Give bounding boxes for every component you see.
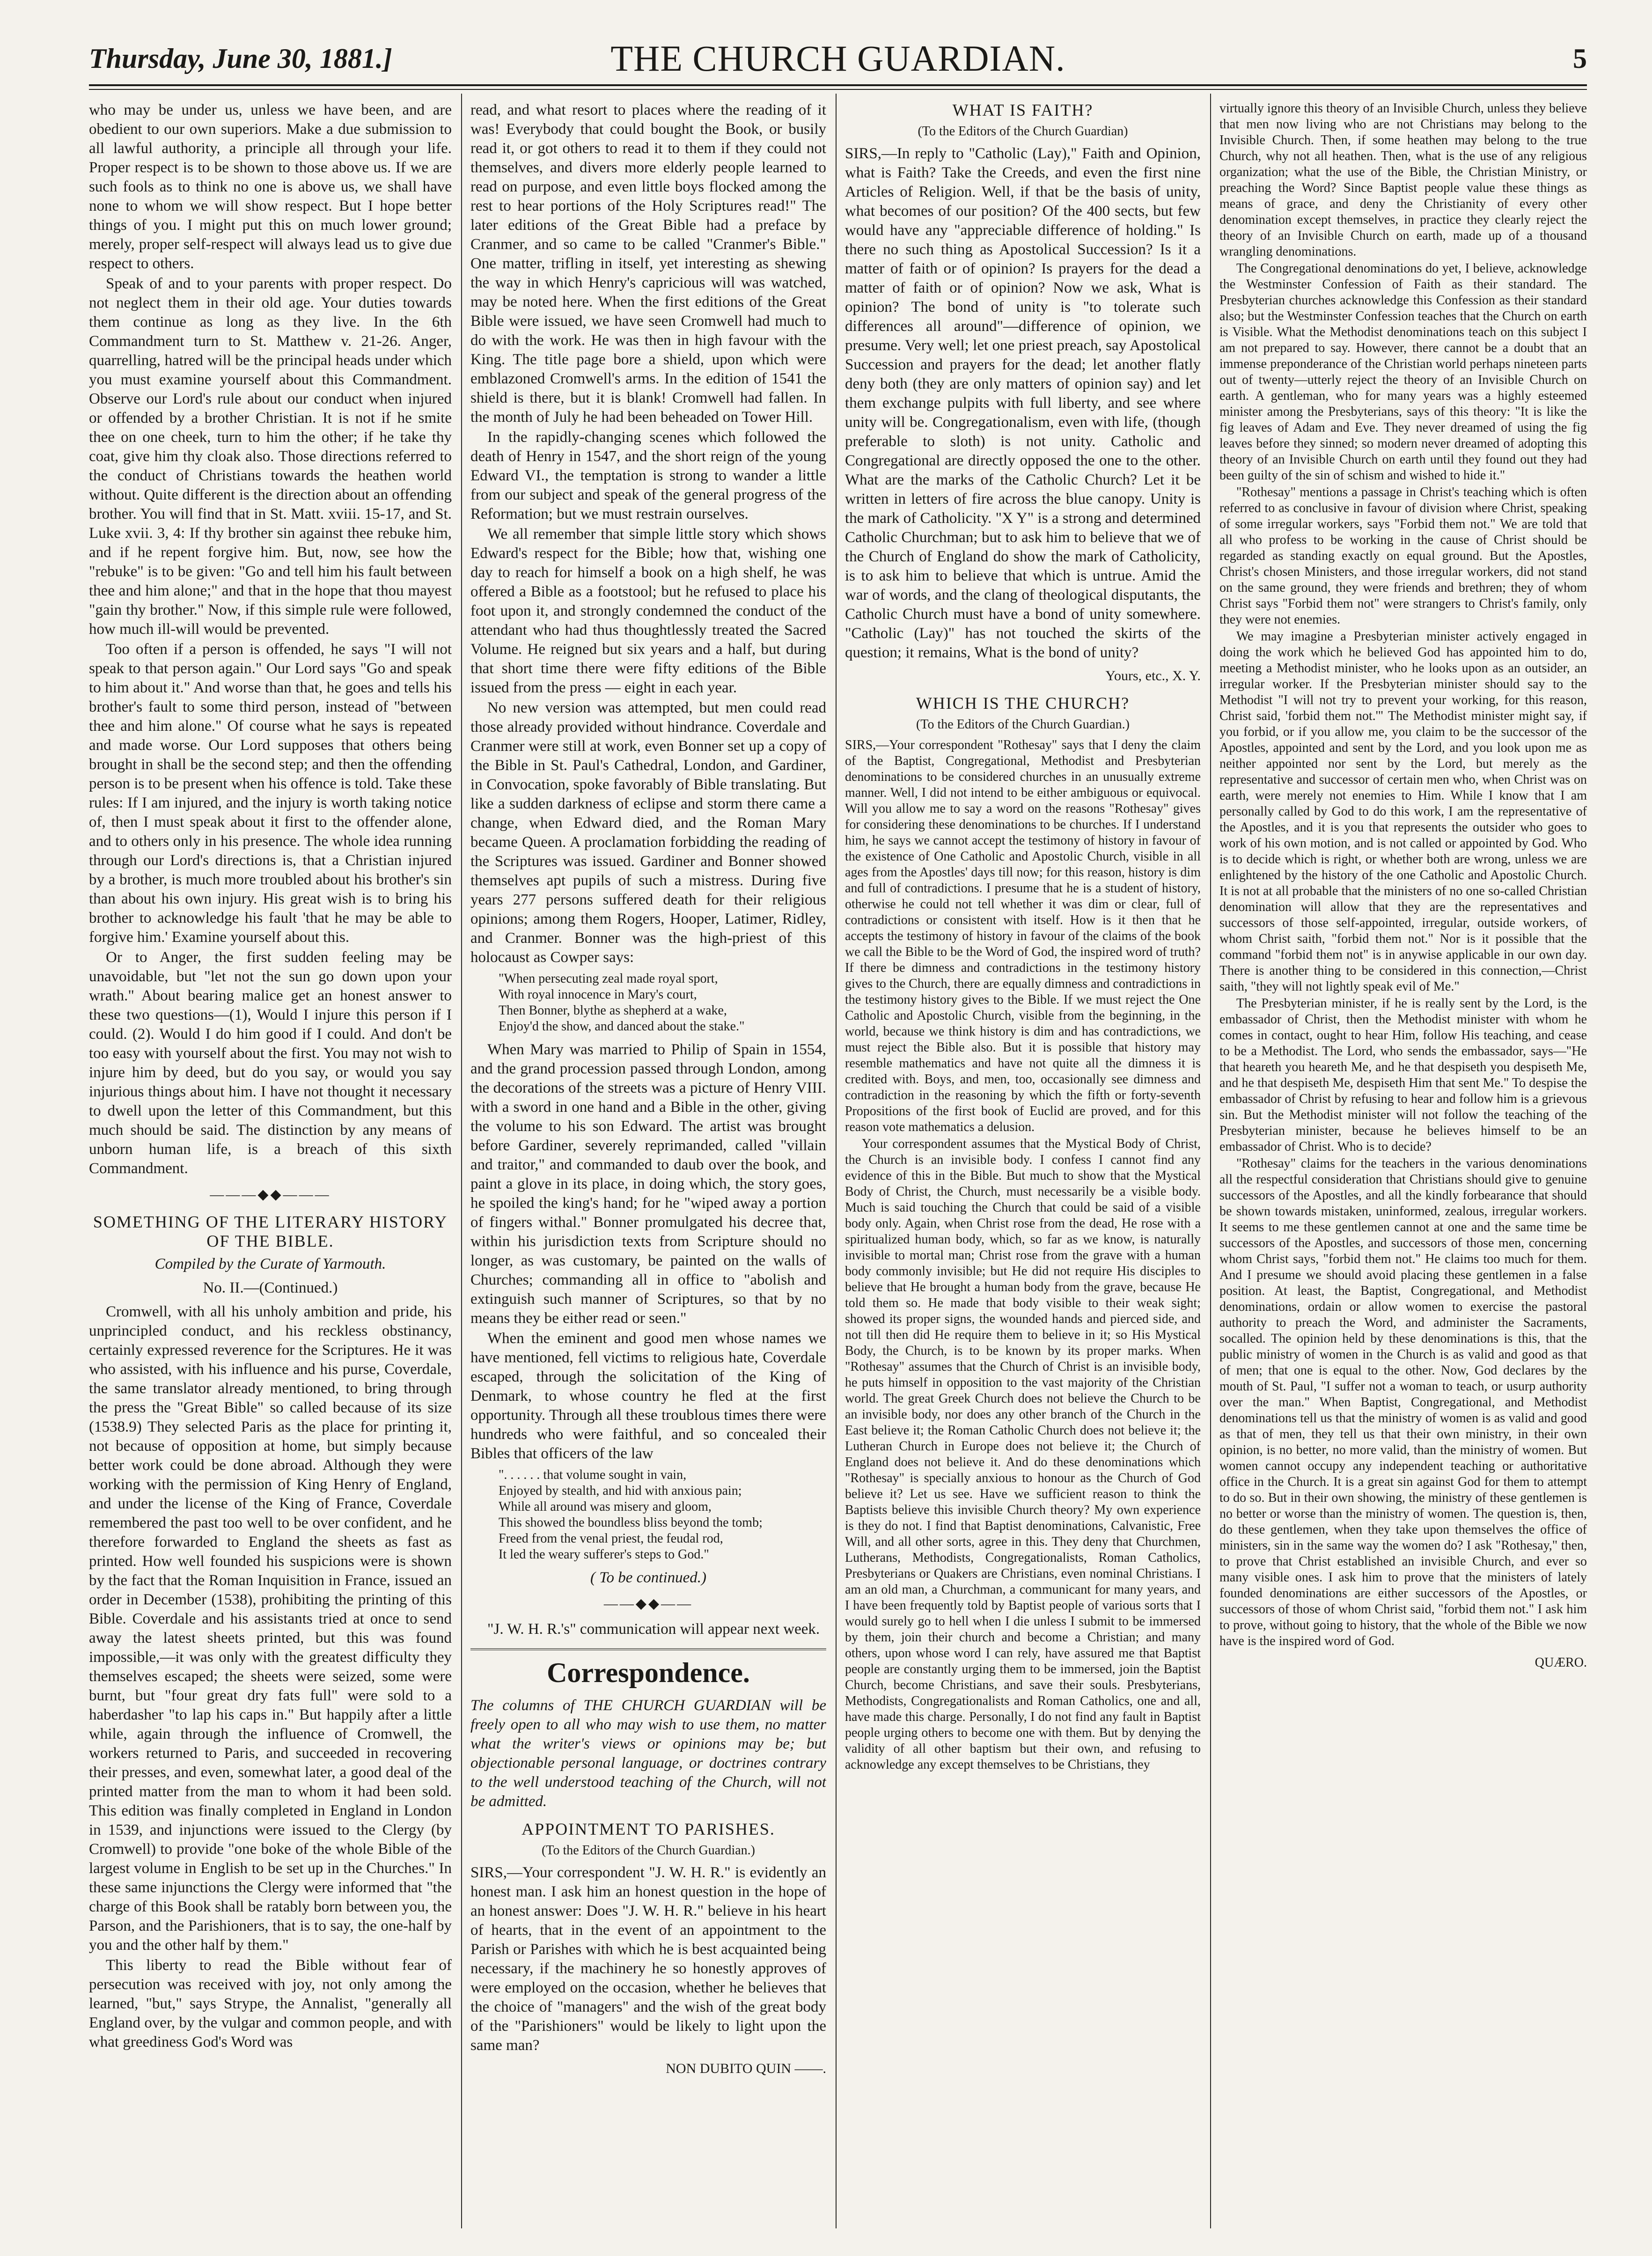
correspondence-heading: Correspondence. bbox=[470, 1648, 826, 1690]
newspaper-title: THE CHURCH GUARDIAN. bbox=[610, 38, 1065, 79]
letter-body: The Presbyterian minister, if he is really sent by the Lord, is the embassador of Christ, then the Methodist minister with whom he comes in contact, ought to hear Him, follow His teaching, and cease to be a Methodist. The Lord, who sends the embassador, says—"He that heareth you heareth Me, and he that despiseth you despiseth Me, and he that despiseth Me, despiseth Him that sent Me." To despise the embassador of Christ by refusing to hear and follow him is a grievous sin. But the Methodist minister will not follow the teaching of the Presbyterian minister, because he believes himself to be an embassador of Christ. Who is to decide? bbox=[1219, 996, 1587, 1154]
editorial-note: "J. W. H. R.'s" communication will appear next week. bbox=[487, 1621, 820, 1638]
section-ornament: ——◆◆—— bbox=[603, 1596, 693, 1611]
issue-date: Thursday, June 30, 1881.] bbox=[89, 43, 392, 74]
article-paragraph: Or to Anger, the first sudden feeling may be unavoidable, but "let not the sun go down upon your wrath." About bearing malice get an honest answer to these two questions—(1), Would I injure this person if I could. (2). Would I do him good if I could. And don't be too easy with yourself about the first. You may not wish to injure him by deed, but do you say, or would you say injurious things about him. I have not thought it necessary to dwell upon the letter of this Commandment, but this much should be said. The distinction by any means of unborn human life, is a breach of this sixth Commandment. bbox=[89, 949, 452, 1177]
column-4 bbox=[1219, 101, 1587, 2235]
letter-heading: APPOINTMENT TO PARISHES. bbox=[521, 1820, 775, 1838]
article-paragraph: Speak of and to your parents with proper respect. Do not neglect them in their old age. Your duties towards them continue as long as they live. In the 6th Commandment turn to St. Matthew v. 21-26. Anger, quarrelling, hatred will be the principal heads under which you must examine yourself about this Commandment. Observe our Lord's rule about our conduct when injured or offended by a brother Christian. It is not if he smite thee on one cheek, turn to him the other; if he take thy coat, give him thy cloak also. Those directions referred to the conduct of Christians towards the heathen world without. Quite different is the direction about an offending brother. You will find that in St. Matt. xviii. 15-17, and St. Luke xvii. 3, 4: If thy brother sin against thee rebuke him, and if he repent forgive him. But, now, see how the "rebuke" is to be given: "Go and tell him his fault between thee and him alone;" and that in the hope that thou mayest "gain thy brother." Now, if this simple rule were followed, how much ill-will would be prevented. bbox=[89, 275, 452, 638]
letter-heading: WHICH IS THE CHURCH? bbox=[916, 694, 1130, 713]
article-paragraph: In the rapidly-changing scenes which followed the death of Henry in 1547, and the short reign of the young Edward VI., the temptation is strong to wander a little from our subject and speak of the general progress of the Reformation; but we must restrain ourselves. bbox=[470, 429, 826, 522]
section-ornament: ———◆◆——— bbox=[210, 1187, 331, 1202]
letter-body: Your correspondent assumes that the Mystical Body of Christ, the Church is an invisible body. I confess I cannot find any evidence of this in the Bible. But much to show that the Mystical Body of Christ, the Church, must necessarily be a visible body. Much is said touching the Church that could be said of a visible body only. Again, when Christ rose from the dead, He rose with a spiritualized human body, which, so far as we know, is naturally invisible to mortal man; Christ rose from the grave with a human body commonly invisible; but He did not require His disciples to believe that He brought a human body from the grave, because He told them so. He made that body visible to their weak sight; showed its proper signs, the wounded hands and pierced side, and not till then did He require them to believe in it; so His Mystical Body, the Church, is to be known by its proper marks. When "Rothesay" assumes that the Church of Christ is an invisible body, he puts himself in opposition to the vast majority of the Christian world. The great Greek Church does not believe the Church to be an invisible body, nor does any other branch of the Church in the East believe it; the Roman Catholic Church does not believe it; the Lutheran Church in Europe does not believe it; the Church of England does not believe it. And do these denominations which "Rothesay" is specially anxious to honour as the Church of God believe it? Let us see. Have we sufficient reason to think the Baptists believe this invisible Church theory? My own experience is they do not. I find that Baptist denominations, Calvanistic, Free Will, and all other sorts, agree in this. They deny that Churchmen, Lutherans, Methodists, Congregationalists, Roman Catholics, Presbyterians or Quakers are Christians, even nominal Christians. I am an old man, a Churchman, a communicant for many years, and I have been frequently told by Baptist people of various sorts that I would surely go to hell when I die unless I submit to be immersed by them, join their church and become a Christian; and many others, upon whose word I can rely, have assured me that Baptist people are constantly urging them to be immersed, join the Baptist Church, become Christians, and save their souls. Presbyterians, Methodists, Congregationalists and Roman Catholics, one and all, have made this charge. Personally, I do not find any fault in Baptist people urging others to become one with them. But by denying the validity of all other baptism but their own, and refusing to acknowledge any except themselves to be Christians, they bbox=[845, 1137, 1201, 1772]
letter-body: "Rothesay" claims for the teachers in the various denominations all the respectful consideration that Christians should give to genuine successors of the Apostles, and all the kindly forbearance that should be shown towards mistaken, uninformed, zealous, irregular workers. It seems to me these gentlemen cannot at one and the same time be successors of the Apostles, and successors of those men, concerning whom Christ says, "forbid them not." He claims too much for them. And I presume we should avoid placing these gentlemen in a false position. At least, the Baptist, Congregational, and Methodist denominations, ordain or allow women to exercise the pastoral authority to preach the Word, and administer the Sacraments, socalled. The opinion held by these denominations is this, that the public ministry of women in the Church is as valid and good as that of men; that one is equal to the other. Now, God declares by the mouth of St. Paul, "I suffer not a woman to teach, or usurp authority over the man." When Baptist, Congregational, and Methodist denominations tell us that the ministry of women is as valid and good as that of men, they tell us that their own ministry, in their own opinion, is no better, no more valid, than the ministry of women. But women cannot occupy any independent teaching or authoritative office in the Church. It is a great sin against God for them to attempt to do so. But in their own showing, the ministry of these gentlemen is no better or worse than the ministry of women. The question is, then, do these gentlemen, when they take upon themselves the office of ministers, sin in the same way the women do? I ask "Rothesay," then, to prove that Christ established an invisible Church, and ever so many visible ones. I ask him to prove that the ministers of lately founded denominations are either successors of the Apostles, or successors of those of whom Christ said, "forbid them not." I ask him to prove, without going to history, that the whole of the Bible we now have is the inspired word of God. bbox=[1219, 1156, 1587, 1648]
letter-body: SIRS,—Your correspondent "J. W. H. R." is evidently an honest man. I ask him an honest question in the hope of an honest answer: Does "J. W. H. R." believe in his heart of hearts, that in the event of an appointment to the Parish or Parishes with which he is best acquainted being necessary, if the machinery he so honestly approves of were employed on the occasion, whether he believes that the choice of "managers" and the wish of the great body of the "Parishioners" would be likely to light upon the same man? bbox=[470, 1864, 826, 2054]
article-paragraph: No new version was attempted, but men could read those already provided without hindrance. Coverdale and Cranmer were still at work, even Bonner set up a copy of the Bible in St. Paul's Cathedral, London, and Gardiner, in Convocation, spoke favorably of Bible translating. But like a sudden darkness of eclipse and storm there came a change, when Edward died, and the Roman Mary became Queen. A proclamation forbidding the reading of the Scriptures was issued. Gardiner and Bonner showed themselves apt pupils of such a mistress. During five years 277 persons suffered death for their religious opinions; among them Rogers, Hooper, Latimer, Ridley, and Cranmer. Bonner was the high-priest of this holocaust as Cowper says: bbox=[470, 699, 826, 966]
article-byline: Compiled by the Curate of Yarmouth. bbox=[154, 1256, 386, 1272]
column-3 bbox=[845, 101, 1201, 2235]
article-paragraph: Cromwell, with all his unholy ambition and pride, his unprincipled conduct, and his reckless obstinancy, certainly expressed reverence for the Scriptures. He it was who assisted, with his influence and his purse, Coverdale, the same translator already mentioned, to bring through the press the "Great Bible" so called because of its size (1538.9) They selected Paris as the place for printing it, not because of opposition at home, but simply because better work could be done abroad. Although they were working with the permission of King Henry of England, and under the license of the King of France, Coverdale remembered the past too well to be over confident, and he therefore forwarded to England the sheets as fast as printed. How well founded his suspicions were is shown by the fact that the Roman Inquisition in France, issued an order in December (1538), prohibiting the printing of this Bible. Coverdale and his assistants tried at once to send away the latest sheets printed, but this was found impossible,—it was only with the greatest difficulty they themselves escaped; the sheets were seized, some were burnt, but "four great dry fats full" were sold to a haberdasher "to lap his caps in." But happily after a little while, again through the influence of Cromwell, the workers returned to Paris, and succeeded in recovering their presses, and even, somewhat later, a good deal of the printed matter from the man to whom it had been sold. This edition was finally completed in England in London in 1539, and injunctions were issued to the Clergy (by Cromwell) to provide "one boke of the whole Bible of the largest volume in English to be set up in the Churches." In these same injunctions the Clergy were informed that "the charge of this Book shall be ratably born between you, the Parson, and the Parishioners, that is to say, the one-half by you and the other half by them." bbox=[89, 1303, 452, 1954]
masthead-rule bbox=[89, 84, 1587, 86]
letter-body: "Rothesay" mentions a passage in Christ's teaching which is often referred to as conclusive in favour of division where Christ, speaking of some irregular workers, says "Forbid them not." We are told that all who profess to be working in the cause of Christ should be regarded as standing exactly on equal ground. But the Apostles, Christ's chosen Ministers, and those irregular workers, did not stand on the same ground, they were friends and brethren; they of whom Christ says "Forbid them not" were strangers to Christ's family, only they were not enemies. bbox=[1219, 485, 1587, 627]
letter-signature: NON DUBITO QUIN ——. bbox=[666, 2061, 826, 2076]
page-number: 5 bbox=[1573, 43, 1587, 74]
column-divider bbox=[1210, 94, 1211, 2228]
letter-body: SIRS,—Your correspondent "Rothesay" says that I deny the claim of the Baptist, Congregational, Methodist and Presbyterian denominations to be considered churches in an unusually extreme manner. Well, I did not intend to be either ambiguous or equivocal. Will you allow me to say a word on the reasons "Rothesay" gives for considering these denominations to be churches. If I understand him, he says we cannot accept the testimony of history in favour of the existence of One Catholic and Apostolic Church, visible in all ages from the Apostles' days till now; for this reason, history is dim and full of contradictions. I presume that he is a student of history, otherwise he could not tell whether it was dim or clear, full of contradictions or consistent with itself. How is it then that he accepts the testimony of history in favour of the claims of the book we call the Bible to be the Word of God, the inspired word of truth? If there be dimness and contradictions in the testimony history gives to the Church, there are equally dimness and contradictions in the testimony history gives to the Bible. If we must reject the One Catholic and Apostolic Church, visible from the beginning, in the world, because we think history is dim and has contradictions, we must reject the Bible also. But it is possible that history may resemble mathematics and have not quite all the dimness it is credited with. Boys, and men, too, occasionally see dimness and contradiction in the reasoning by which the fifth or forty-seventh Propositions of the first book of Euclid are proved, and for this reason vote mathematics a delusion. bbox=[845, 738, 1201, 1134]
article-number: No. II.—(Continued.) bbox=[203, 1279, 338, 1296]
column-1 bbox=[89, 101, 452, 2235]
correspondence-notice: The columns of THE CHURCH GUARDIAN will be freely open to all who may wish to use them, no matter what the writer's views or opinions may be; but objectionable personal language, or doctrines contrary to the well understood teaching of the Church, will not be admitted. bbox=[470, 1697, 826, 1810]
masthead-rule-thin bbox=[89, 89, 1587, 90]
letter-addressee: (To the Editors of the Church Guardian) bbox=[918, 124, 1128, 139]
letter-body: We may imagine a Presbyterian minister actively engaged in doing the work which he believed God has appointed him to do, meeting a Methodist minister, who he looks upon as an outsider, an irregular worker. If the Presbyterian minister should say to the Methodist "I will not try to prevent your working, for this reason, Christ said, 'forbid them not.'" The Methodist minister might say, if you forbid, or if you allow me, you claim to be the successor of the Apostles, appointed and sent by the Lord, and you look upon me as neither appointed nor sent by the Lord, but merely as the representative and successor of certain men who, when Christ was on earth, were merely not enemies to Him. While I know that I am personally called by God to do this work, I am the representative of the Apostles, and it is you that represents the outsider who goes to work of his own motion, and is not called or appointed by God. Who is to decide which is right, or whether both are wrong, unless we are enlightened by the history of the one Catholic and Apostolic Church. It is not at all probable that the ministers of no one so-called Christian denomination will allow that they are the representatives and successors of those self-appointed, irregular, outside workers, of whom Christ saith, "forbid them not." Nor is it possible that the command "forbid them not" is in anywise applicable in our own day. There is another thing to be considered in this connection,—Christ saith, "they will not lightly speak evil of Me." bbox=[1219, 629, 1587, 994]
article-paragraph: read, and what resort to places where the reading of it was! Everybody that could bought the Book, or busily read it, or got others to read it to them if they could not themselves, and divers more elderly people learned to read on purpose, and even little boys flocked among the rest to hear portions of the Holy Scriptures read!" The later editions of the Great Bible had a preface by Cranmer, and so came to be called "Cranmer's Bible." One matter, trifling in itself, yet interesting as shewing the way in which Henry's capricious will was watched, may be noted here. When the first editions of the Great Bible were issued, we have seen Cromwell had much to do with the work. He was then in high favour with the King. The title page bore a shield, upon which were emblazoned Cromwell's arms. In the edition of 1541 the shield is there, but it is blank! Cromwell had fallen. In the month of July he had been beheaded on Tower Hill. bbox=[470, 102, 826, 426]
article-paragraph: When the eminent and good men whose names we have mentioned, fell victims to religious hate, Coverdale escaped, through the solicitation of the King of Denmark, to whose country he fled at the first opportunity. Through all these troublous times there were hundreds who were faithful, and so concealed their Bibles that officers of the law bbox=[470, 1330, 826, 1462]
article-paragraph: This liberty to read the Bible without fear of persecution was received with joy, not only among the learned, "but," says Strype, the Annalist, "generally all England over, by the vulgar and common people, and with what greediness God's Word was bbox=[89, 1957, 452, 2050]
letter-signature: Yours, etc., X. Y. bbox=[1105, 668, 1201, 683]
column-2 bbox=[470, 101, 826, 2235]
article-paragraph: When Mary was married to Philip of Spain in 1554, and the grand procession passed through London, among the decorations of the streets was a picture of Henry VIII. with a sword in one hand and a Bible in the other, giving the volume to his son Edward. The artist was brought before Gardiner, severely reprimanded, called "villain and traitor," and commanded to daub over the book, and paint a glove in its place, in doing which, the story goes, he spoiled the king's hand; for he "wiped away a portion of fingers withal." Bonner promulgated his decree that, within his jurisdiction texts from Scripture should no longer, as was customary, be painted on the walls of Churches; commanding all in office to "abolish and extinguish such manner of Scriptures, so that by no means they be either read or seen." bbox=[470, 1041, 826, 1327]
article-heading: SOMETHING OF THE LITERARY HISTORY OF THE BIBLE. bbox=[93, 1213, 448, 1250]
column-divider bbox=[836, 94, 837, 2228]
column-divider bbox=[461, 94, 462, 2228]
masthead bbox=[89, 37, 1587, 80]
letter-addressee: (To the Editors of the Church Guardian.) bbox=[541, 1843, 756, 1858]
letter-heading: WHAT IS FAITH? bbox=[952, 101, 1094, 119]
article-paragraph: Too often if a person is offended, he says "I will not speak to that person again." Our Lord says "Go and speak to him about it." And worse than that, he goes and tells his brother's fault to some third person, instead of "between thee and him alone." Of course what he says is repeated and made worse. Our Lord supposes that others being brought in shall be the second step; and then the offending person is to be present when his offence is told. Take these rules: If I am injured, and the injury is worth taking notice of, then I must speak about it first to the offender alone, and to others only in his presence. The whole idea running through our Lord's directions is, that a Christian injured by a brother, is much more troubled about his brother's sin than about his own injury. His great wish is to bring his brother to acknowledge his fault 'that he may be able to forgive him.' Examine yourself about this. bbox=[89, 641, 452, 946]
letter-addressee: (To the Editors of the Church Guardian.) bbox=[916, 717, 1130, 732]
letter-body: The Congregational denominations do yet, I believe, acknowledge the Westminster Confession of Faith as their standard. The Presbyterian churches acknowledge this Confession as their standard also; but the Westminster Confession teaches that the Church on earth is Visible. What the Methodist denominations teach on this subject I am not prepared to say. However, there cannot be a doubt that an immense preponderance of the Christian world perhaps nineteen parts out of twenty—utterly reject the theory of an Invisible Church on earth. A gentleman, who for many years was a highly esteemed minister among the Presbyterians, says of this theory: "It is like the fig leaves of Adam and Eve. They never dreamed of using the fig leaves before they sinned; so modern never dreamed of adopting this theory of an Invisible Church on earth until they found out they had been guilty of the sin of schism and wished to hide it." bbox=[1219, 261, 1587, 483]
to-be-continued: ( To be continued.) bbox=[590, 1569, 707, 1586]
letter-body: SIRS,—In reply to "Catholic (Lay)," Faith and Opinion, what is Faith? Take the Creeds, and even the first nine Articles of Religion. Well, if that be the basis of unity, what becomes of our position? Of the 400 sects, but few would have any "appreciable difference of holding." Is there no such thing as Apostolical Succession? Is it a matter of faith or of opinion? Is prayers for the dead a matter of faith or of opinion? Now we ask, What is opinion? The bond of unity is "to tolerate such differences all around"—difference of opinion, we presume. Very well; let one priest preach, say Apostolical Succession and prayers for the dead; let another flatly deny both (they are only matters of opinion say) and let them exchange pulpits with full liberty, and see where unity will be. Congregationalism, even with life, (though preferable to sloth) is not unity. Catholic and Congregational are directly opposed the one to the other. What are the marks of the Catholic Church? Let it be written in letters of fire across the blue canopy. Unity is the mark of Catholicity. "X Y" is a strong and determined Catholic Churchman; but to ask him to believe that we of the Church of England do show the mark of Catholicity, is to ask him to believe that which is untrue. Amid the war of words, and the clang of theological disputants, the Catholic Church must have a bond of unity somewhere. "Catholic (Lay)" has not touched the skirts of the question; it remains, What is the bond of unity? bbox=[845, 145, 1201, 661]
poem-quote: "When persecuting zeal made royal sport, With royal innocence in Mary's court, Then Bonner, blythe as shepherd at a wake, Enjoy'd the show, and danced about the stake." bbox=[499, 971, 745, 1034]
article-paragraph: We all remember that simple little story which shows Edward's respect for the Bible; how that, wishing one day to reach for himself a book on a high shelf, he was offered a Bible as a footstool; but he refused to place his foot upon it, and strongly condemned the conduct of the attendant who had thus thoughtlessly treated the Sacred Volume. He reigned but six years and a half, but during that short time there were fifty editions of the Bible issued from the press — eight in each year. bbox=[470, 526, 826, 696]
letter-signature: QUÆRO. bbox=[1535, 1655, 1587, 1670]
article-paragraph: who may be under us, unless we have been, and are obedient to our own superiors. Make a due submission to all lawful authority, a principle all through your life. Proper respect is to be shown to those above us. If we are such fools as to think no one is above us, we shall have none to whom we will show respect. But I hope better things of you. I might put this on much lower ground; merely, proper self-respect will always lead us to give due respect to others. bbox=[89, 102, 452, 272]
letter-body: virtually ignore this theory of an Invisible Church, unless they believe that men now living who are not Christians may belong to the Invisible Church. Then, if some heathen may belong to the true Church, why not all heathen. Then, what is the use of any religious organization; what the use of the Bible, the Christian Ministry, or preaching the Word? Since Baptist people value these things as means of grace, and deny the Christianity of every other denomination except themselves, in practice they clearly reject the theory of an Invisible Church on earth, made up of a thousand wrangling denominations. bbox=[1219, 101, 1587, 259]
poem-quote: ". . . . . . that volume sought in vain, Enjoyed by stealth, and hid with anxious pain; While all around was misery and gloom, This showed the boundless bliss beyond the tomb; Freed from the venal priest, the feudal rod, It led the weary sufferer's steps to God." bbox=[499, 1468, 763, 1562]
